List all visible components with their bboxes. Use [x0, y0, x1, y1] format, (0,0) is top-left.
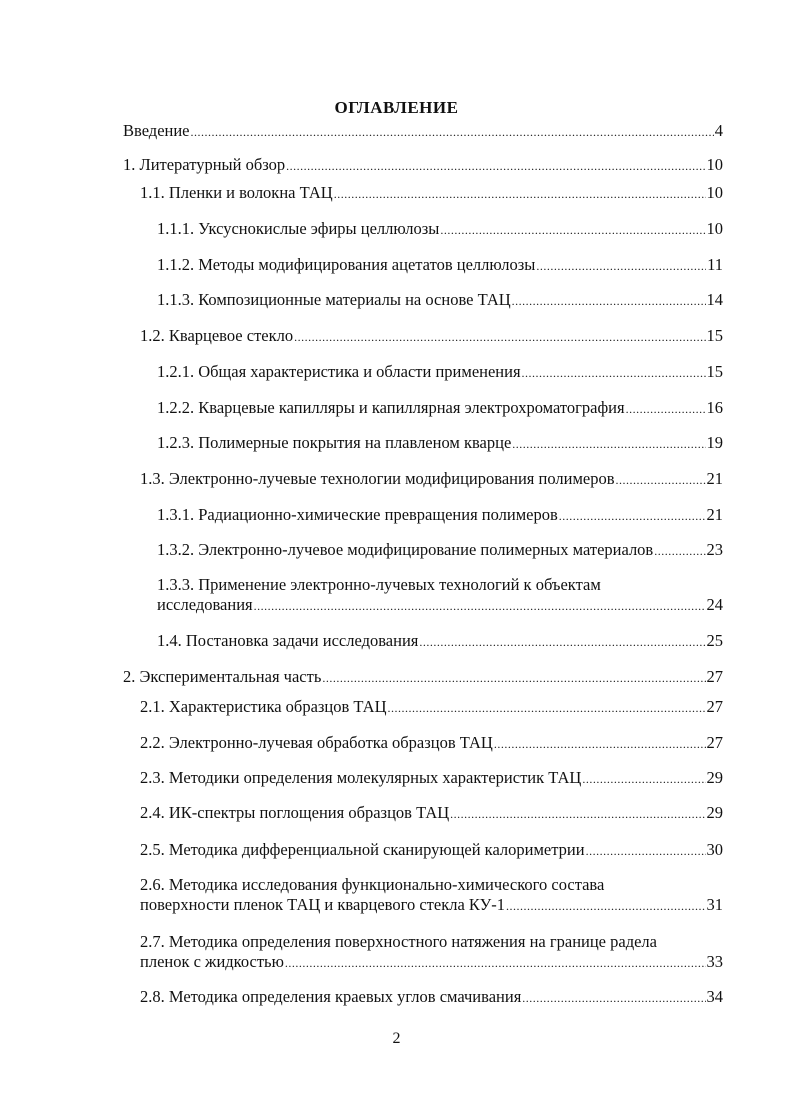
- leader-dots: [512, 291, 706, 311]
- toc-entry-label: 1.4. Постановка задачи исследования: [157, 631, 419, 650]
- page-number: 2: [392, 1030, 401, 1047]
- toc-entry-label: 1.2.2. Кварцевые капилляры и капиллярная электрохроматография: [157, 398, 625, 417]
- toc-entry-label: 1.2.3. Полимерные покрытия на плавленом кварце: [157, 433, 512, 452]
- toc-entry-page: 10: [706, 219, 723, 238]
- toc-entry-label: 2.2. Электронно-лучевая обработка образцов ТАЦ: [140, 733, 493, 752]
- toc-entry-page: 27: [706, 733, 723, 752]
- leader-dots: [506, 896, 706, 916]
- toc-entry[interactable]: [140, 469, 723, 490]
- leader-dots: [286, 156, 705, 176]
- leader-dots: [512, 434, 705, 454]
- toc-entry[interactable]: [140, 326, 723, 347]
- leader-dots: [388, 698, 706, 718]
- leader-dots: [450, 804, 705, 824]
- toc-entry-page: 21: [706, 469, 723, 488]
- toc-entry[interactable]: [157, 575, 723, 616]
- toc-entry-page: 10: [706, 155, 723, 174]
- toc-entry-page: 23: [706, 540, 723, 559]
- toc-entry-label-line1: 2.7. Методика определения поверхностного натяжения на границе радела: [140, 932, 657, 951]
- leader-dots: [586, 841, 706, 861]
- toc-title: ОГЛАВЛЕНИЕ: [334, 98, 459, 117]
- toc-entry[interactable]: [140, 987, 723, 1008]
- toc-entry[interactable]: [140, 932, 723, 973]
- toc-entry-label: Введение: [123, 121, 190, 140]
- toc-entry-label: 1.3. Электронно-лучевые технологии модифицирования полимеров: [140, 469, 615, 488]
- toc-entry-label-line1: 1.3.3. Применение электронно-лучевых технологий к объектам: [157, 575, 601, 594]
- toc-entry-label: 1.3.2. Электронно-лучевое модифицирование полимерных материалов: [157, 540, 654, 559]
- toc-entry[interactable]: [140, 768, 723, 789]
- toc-entry-page: 29: [706, 768, 723, 787]
- toc-entry-label: 2.5. Методика дифференциальной сканирующей калориметрии: [140, 840, 585, 859]
- toc-entry-label: 1.2.1. Общая характеристика и области применения: [157, 362, 521, 381]
- leader-dots: [334, 184, 706, 204]
- toc-entry-page: 14: [706, 290, 723, 309]
- toc-entry-page: 31: [706, 895, 723, 914]
- toc-entry-label: исследования: [157, 595, 253, 614]
- toc-entry-label: поверхности пленок ТАЦ и кварцевого стекла КУ-1: [140, 895, 505, 914]
- toc-entry-label: 1.3.1. Радиационно-химические превращения полимеров: [157, 505, 558, 524]
- toc-entry-page: 27: [706, 667, 723, 686]
- leader-dots: [654, 541, 705, 561]
- toc-entry[interactable]: [157, 362, 723, 383]
- toc-entry-page: 16: [706, 398, 723, 417]
- toc-entry-page: 33: [706, 952, 723, 971]
- toc-entry[interactable]: [140, 803, 723, 824]
- toc-entry[interactable]: [157, 219, 723, 240]
- leader-dots: [626, 399, 706, 419]
- toc-entry-page: 15: [706, 326, 723, 345]
- leader-dots: [536, 256, 706, 276]
- toc-entry-label: 2.4. ИК-спектры поглощения образцов ТАЦ: [140, 803, 450, 822]
- toc-entry[interactable]: [157, 631, 723, 652]
- leader-dots: [254, 596, 706, 616]
- leader-dots: [440, 220, 705, 240]
- toc-entry[interactable]: [140, 183, 723, 204]
- toc-entry-page: 10: [706, 183, 723, 202]
- toc-entry-page: 19: [706, 433, 723, 452]
- toc-entry-page: 11: [707, 255, 723, 274]
- toc-entry-page: 25: [706, 631, 723, 650]
- leader-dots: [494, 734, 706, 754]
- toc-entry-page: 21: [706, 505, 723, 524]
- toc-entry-page: 24: [706, 595, 723, 614]
- toc-entry[interactable]: [123, 155, 723, 176]
- toc-entry-label: 1.2. Кварцевое стекло: [140, 326, 294, 345]
- leader-dots: [559, 506, 706, 526]
- toc-entry-label: 2. Экспериментальная часть: [123, 667, 322, 686]
- toc-entry[interactable]: [140, 840, 723, 861]
- toc-entry[interactable]: [157, 505, 723, 526]
- toc-entry-page: 29: [706, 803, 723, 822]
- toc-entry[interactable]: [157, 290, 723, 311]
- leader-dots: [419, 632, 705, 652]
- toc-entry-label: 2.3. Методики определения молекулярных характеристик ТАЦ: [140, 768, 582, 787]
- toc-entry-label: 2.8. Методика определения краевых углов смачивания: [140, 987, 522, 1006]
- toc-entry-page: 27: [706, 697, 723, 716]
- toc-entry-label: 1.1.2. Методы модифицирования ацетатов целлюлозы: [157, 255, 536, 274]
- toc-entry-label: 1.1.3. Композиционные материалы на основе ТАЦ: [157, 290, 511, 309]
- toc-entry-page: 15: [706, 362, 723, 381]
- toc-entry-label: 1.1. Пленки и волокна ТАЦ: [140, 183, 333, 202]
- leader-dots: [522, 988, 705, 1008]
- toc-entry-page: 30: [706, 840, 723, 859]
- leader-dots: [294, 327, 705, 347]
- toc-entry-label: 2.1. Характеристика образцов ТАЦ: [140, 697, 387, 716]
- toc-entry-label-line1: 2.6. Методика исследования функционально-химического состава: [140, 875, 605, 894]
- toc-entry[interactable]: [140, 875, 723, 916]
- toc-entry[interactable]: [123, 667, 723, 688]
- leader-dots: [522, 363, 706, 383]
- leader-dots: [322, 668, 705, 688]
- toc-entry-label: 1.1.1. Уксуснокислые эфиры целлюлозы: [157, 219, 440, 238]
- toc-entry-label: 1. Литературный обзор: [123, 155, 286, 174]
- toc-entry[interactable]: [157, 540, 723, 561]
- toc-entry[interactable]: [157, 398, 723, 419]
- toc-entry-page: 34: [706, 987, 723, 1006]
- toc-entry[interactable]: [140, 733, 723, 754]
- toc-entry[interactable]: [140, 697, 723, 718]
- leader-dots: [191, 122, 714, 142]
- leader-dots: [582, 769, 705, 789]
- toc-entry[interactable]: [123, 121, 723, 142]
- toc-entry-label: пленок с жидкостью: [140, 952, 284, 971]
- leader-dots: [616, 470, 706, 490]
- toc-entry-page: 4: [714, 121, 723, 140]
- toc-entry[interactable]: [157, 433, 723, 454]
- toc-entry[interactable]: [157, 255, 723, 276]
- leader-dots: [285, 953, 706, 973]
